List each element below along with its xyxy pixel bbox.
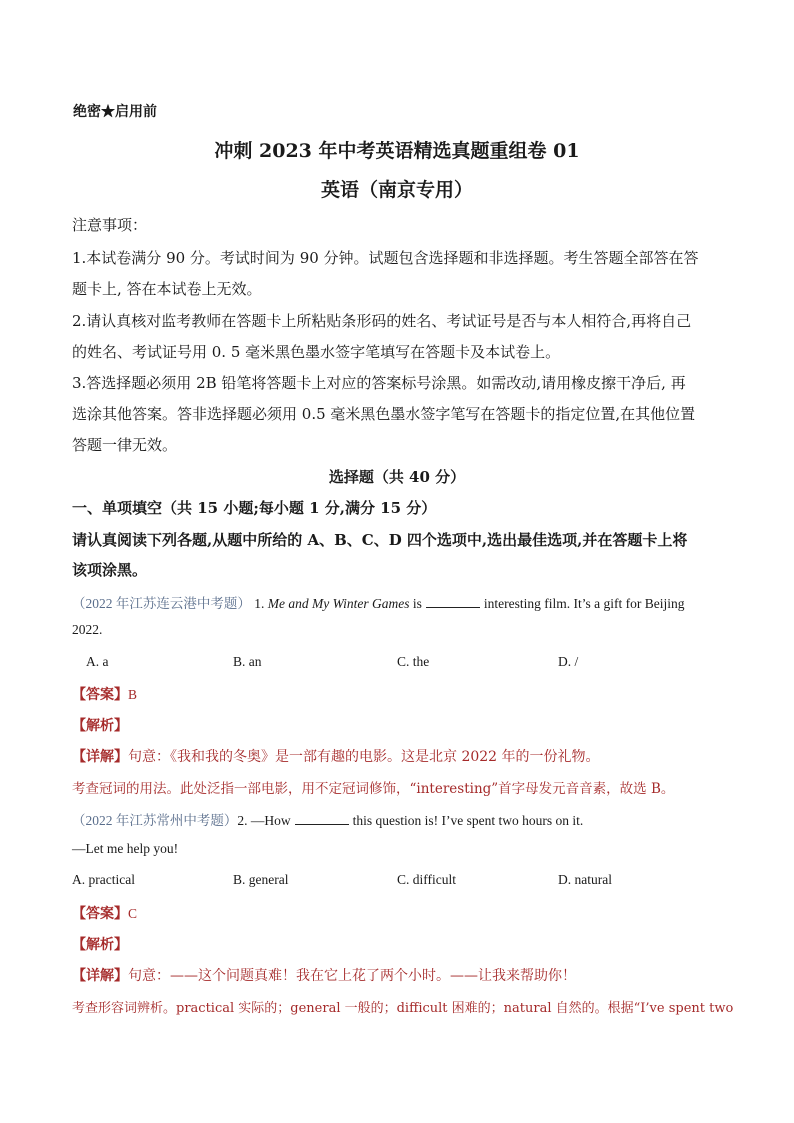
answer-value: C <box>128 906 138 921</box>
question-source: （2022 年江苏连云港中考题） <box>72 596 251 611</box>
option-d: D. / <box>558 654 579 669</box>
question-number: 1. <box>254 596 265 611</box>
analysis-label: 【解析】 <box>72 718 128 734</box>
note-3-line-2: 选涂其他答案。答非选择题必须用 0.5 毫米黑色墨水签字笔写在答题卡的指定位置,在其他位置 <box>72 405 696 423</box>
note-1-line-2: 题卡上, 答在本试卷上无效。 <box>72 280 262 298</box>
instruction-line-1: 请认真阅读下列各题,从题中所给的 A、B、C、D 四个选项中,选出最佳选项,并在答题卡上将 <box>72 531 688 549</box>
explanation-text: 考查形容词辨析。practical 实际的；general 一般的；difficult 困难的；natural 自然的。根据“I’ve spent two <box>72 1001 734 1016</box>
film-title: Me and My Winter Games <box>267 596 410 611</box>
question-2 <box>72 809 583 829</box>
option-a: A. practical <box>72 872 135 887</box>
detail-row <box>72 746 600 766</box>
notes-heading: 注意事项： <box>72 216 148 234</box>
option-d: D. natural <box>558 872 612 887</box>
answer-label: 【答案】 <box>72 906 128 922</box>
option-b: B. general <box>233 872 289 887</box>
question-text: interesting film. It’s a gift for Beijing <box>483 596 685 611</box>
question-1 <box>72 592 684 612</box>
note-2-line-2: 的姓名、考试证号用 0. 5 毫米黑色墨水签字笔填写在答题卡及本试卷上。 <box>72 343 561 361</box>
detail-label: 【详解】 <box>72 749 128 765</box>
detail-text: 句意：《我和我的冬奥》是一部有趣的电影。这是北京 2022 年的一份礼物。 <box>128 749 600 765</box>
analysis-label: 【解析】 <box>72 937 128 953</box>
detail-row <box>72 965 576 985</box>
detail-label: 【详解】 <box>72 968 128 984</box>
instruction-line-2: 该项涂黑。 <box>72 561 148 579</box>
question-text: 2. —How <box>237 813 291 828</box>
option-a: A. a <box>86 654 109 669</box>
note-3-line-1: 3.答选择题必须用 2B 铅笔将答题卡上对应的答案标号涂黑。如需改动,请用橡皮擦干净后, 再 <box>72 374 686 392</box>
note-3-line-3: 答题一律无效。 <box>72 436 178 454</box>
paper-title: 冲刺 2023 年中考英语精选真题重组卷 01 <box>214 140 580 162</box>
answer-blank <box>295 812 349 825</box>
option-c: C. difficult <box>397 872 456 887</box>
answer-value: B <box>128 687 138 702</box>
part-title: 一、单项填空（共 15 小题;每小题 1 分,满分 15 分） <box>72 499 437 517</box>
answer-row <box>72 903 137 923</box>
question-text: is <box>409 596 422 611</box>
paper-subtitle: 英语（南京专用） <box>320 179 473 201</box>
question-source: （2022 年江苏常州中考题） <box>72 813 238 828</box>
option-c: C. the <box>397 654 430 669</box>
explanation-text: 考查冠词的用法。此处泛指一部电影，用不定冠词修饰，“interesting”首字母发元音音素，故选 B。 <box>72 781 675 797</box>
detail-text: 句意：——这个问题真难！我在它上花了两个小时。——让我来帮助你！ <box>128 968 576 984</box>
answer-blank <box>426 595 480 608</box>
section-title: 选择题（共 40 分） <box>328 468 466 486</box>
option-b: B. an <box>233 654 262 669</box>
note-1-line-1: 1.本试卷满分 90 分。考试时间为 90 分钟。试题包含选择题和非选择题。考生答题全部答在答 <box>72 249 699 267</box>
confidential-mark: 绝密★启用前 <box>73 104 157 120</box>
answer-label: 【答案】 <box>72 687 128 703</box>
question-2-line-2: —Let me help you! <box>72 841 179 856</box>
answer-row <box>72 684 137 704</box>
question-text: this question is! I’ve spent two hours on it. <box>352 813 584 828</box>
question-1-line-2: 2022. <box>72 622 103 637</box>
note-2-line-1: 2.请认真核对监考教师在答题卡上所粘贴条形码的姓名、考试证号是否与本人相符合,再将自己 <box>72 312 692 330</box>
